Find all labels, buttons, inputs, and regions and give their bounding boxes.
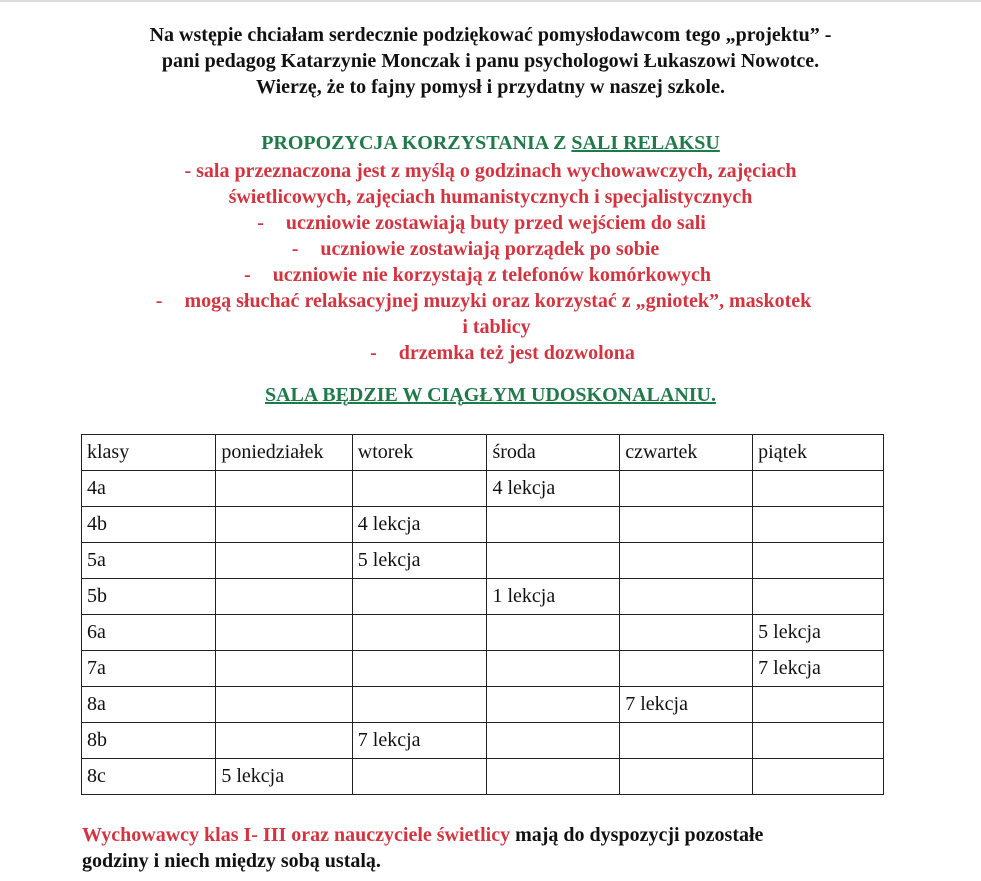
lesson-cell bbox=[620, 579, 753, 615]
class-name-cell: 5a bbox=[82, 543, 216, 579]
class-name-cell: 5b bbox=[82, 579, 216, 615]
table-row bbox=[82, 651, 884, 687]
table-header-cell: czwartek bbox=[620, 435, 753, 471]
lesson-cell bbox=[487, 687, 620, 723]
rule-bullet: - bbox=[291, 238, 299, 260]
lesson-cell bbox=[620, 651, 753, 687]
lesson-cell bbox=[352, 579, 487, 615]
lesson-cell bbox=[216, 723, 352, 759]
class-name-cell: 8c bbox=[82, 759, 216, 795]
rule-item-continuation: i tablicy bbox=[462, 316, 531, 338]
lesson-cell: 5 lekcja bbox=[216, 759, 352, 795]
class-name-cell: 8a bbox=[82, 687, 216, 723]
lesson-cell bbox=[487, 651, 620, 687]
lesson-cell bbox=[216, 615, 352, 651]
intro-paragraph bbox=[0, 22, 981, 100]
lesson-cell bbox=[352, 471, 487, 507]
class-name-cell: 4b bbox=[82, 507, 216, 543]
lesson-cell bbox=[216, 687, 352, 723]
rule-text: uczniowie nie korzystają z telefonów komórkowych bbox=[272, 264, 711, 286]
lesson-cell: 7 lekcja bbox=[352, 723, 487, 759]
rule-text: mogą słuchać relaksacyjnej muzyki oraz korzystać z „gniotek”, maskotek bbox=[184, 290, 812, 312]
schedule-table-body bbox=[82, 435, 884, 795]
lesson-cell bbox=[352, 651, 487, 687]
lesson-cell bbox=[216, 651, 352, 687]
table-header-cell: środa bbox=[487, 435, 620, 471]
table-header-cell: klasy bbox=[82, 435, 216, 471]
class-name-cell: 7a bbox=[82, 651, 216, 687]
lesson-cell bbox=[216, 471, 352, 507]
lesson-cell bbox=[487, 507, 620, 543]
table-header-cell: poniedziałek bbox=[216, 435, 352, 471]
lesson-cell bbox=[620, 543, 753, 579]
lesson-cell bbox=[487, 543, 620, 579]
lesson-cell bbox=[620, 615, 753, 651]
lesson-cell bbox=[753, 507, 884, 543]
lesson-cell bbox=[352, 759, 487, 795]
rule-bullet: - bbox=[257, 212, 264, 234]
lesson-cell: 5 lekcja bbox=[753, 615, 884, 651]
rules-list bbox=[0, 158, 981, 366]
table-row bbox=[82, 615, 884, 651]
lesson-cell bbox=[487, 615, 620, 651]
intro-line-1: Na wstępie chciałam serdecznie podziękować pomysłodawcom tego „projektu” - bbox=[149, 24, 832, 46]
rule-item bbox=[0, 288, 981, 314]
table-row bbox=[82, 543, 884, 579]
lesson-cell bbox=[620, 507, 753, 543]
lesson-cell: 4 lekcja bbox=[487, 471, 620, 507]
intro-line-3: Wierzę, że to fajny pomysł i przydatny w naszej szkole. bbox=[255, 76, 725, 98]
teacher-note-line-2: godziny i niech między sobą ustalą. bbox=[82, 850, 381, 872]
rule-bullet: - bbox=[370, 342, 377, 364]
rule-bullet: - bbox=[244, 264, 251, 286]
rule-text: drzemka też jest dozwolona bbox=[398, 342, 635, 364]
closing-statement: SALA BĘDZIE W CIĄGŁYM UDOSKONALANIU. bbox=[264, 384, 716, 406]
lesson-cell: 7 lekcja bbox=[620, 687, 753, 723]
table-row bbox=[82, 579, 884, 615]
table-header-cell: wtorek bbox=[352, 435, 487, 471]
lesson-cell bbox=[753, 579, 884, 615]
lesson-cell: 1 lekcja bbox=[487, 579, 620, 615]
intro-line-2: pani pedagog Katarzynie Monczak i panu psychologowi Łukaszowi Nowotce. bbox=[161, 50, 820, 72]
lesson-cell bbox=[352, 615, 487, 651]
lesson-cell bbox=[620, 471, 753, 507]
lesson-cell bbox=[753, 759, 884, 795]
table-header-cell: piątek bbox=[753, 435, 884, 471]
table-row bbox=[82, 723, 884, 759]
lesson-cell: 4 lekcja bbox=[352, 507, 487, 543]
table-row bbox=[82, 759, 884, 795]
lesson-cell bbox=[620, 723, 753, 759]
class-name-cell: 8b bbox=[82, 723, 216, 759]
rule-item bbox=[0, 340, 981, 366]
class-name-cell: 4a bbox=[82, 471, 216, 507]
proposal-heading-underlined: SALI RELAKSU bbox=[571, 132, 720, 154]
lesson-cell: 7 lekcja bbox=[753, 651, 884, 687]
lesson-cell bbox=[620, 759, 753, 795]
schedule-table bbox=[81, 434, 884, 795]
lesson-cell bbox=[753, 543, 884, 579]
page-top-border bbox=[0, 0, 981, 2]
rule-item bbox=[0, 210, 981, 236]
rule-text: uczniowie zostawiają porządek po sobie bbox=[320, 238, 660, 260]
proposal-heading bbox=[0, 130, 981, 156]
table-header-row bbox=[82, 435, 884, 471]
lesson-cell: 5 lekcja bbox=[352, 543, 487, 579]
teacher-note-rest: mają do dyspozycji pozostałe bbox=[510, 824, 764, 846]
lesson-cell bbox=[216, 507, 352, 543]
rule-intro-line-2: świetlicowych, zajęciach humanistycznych i specjalistycznych bbox=[228, 186, 753, 208]
lesson-cell bbox=[753, 687, 884, 723]
rule-bullet: - bbox=[155, 290, 163, 312]
table-row bbox=[82, 507, 884, 543]
rule-item bbox=[0, 262, 981, 288]
rule-item bbox=[0, 236, 981, 262]
rule-intro-line-1: - sala przeznaczona jest z myślą o godzinach wychowawczych, zajęciach bbox=[184, 160, 797, 182]
lesson-cell bbox=[487, 759, 620, 795]
class-name-cell: 6a bbox=[82, 615, 216, 651]
lesson-cell bbox=[753, 471, 884, 507]
lesson-cell bbox=[352, 687, 487, 723]
lesson-cell bbox=[753, 723, 884, 759]
proposal-heading-prefix: PROPOZYCJA KORZYSTANIA Z bbox=[261, 132, 572, 154]
table-row bbox=[82, 471, 884, 507]
teacher-note-red: Wychowawcy klas I- III oraz nauczyciele świetlicy bbox=[82, 824, 511, 846]
lesson-cell bbox=[216, 579, 352, 615]
lesson-cell bbox=[216, 543, 352, 579]
teacher-note bbox=[82, 822, 942, 874]
lesson-cell bbox=[487, 723, 620, 759]
rule-text: uczniowie zostawiają buty przed wejściem do sali bbox=[285, 212, 706, 234]
table-row bbox=[82, 687, 884, 723]
